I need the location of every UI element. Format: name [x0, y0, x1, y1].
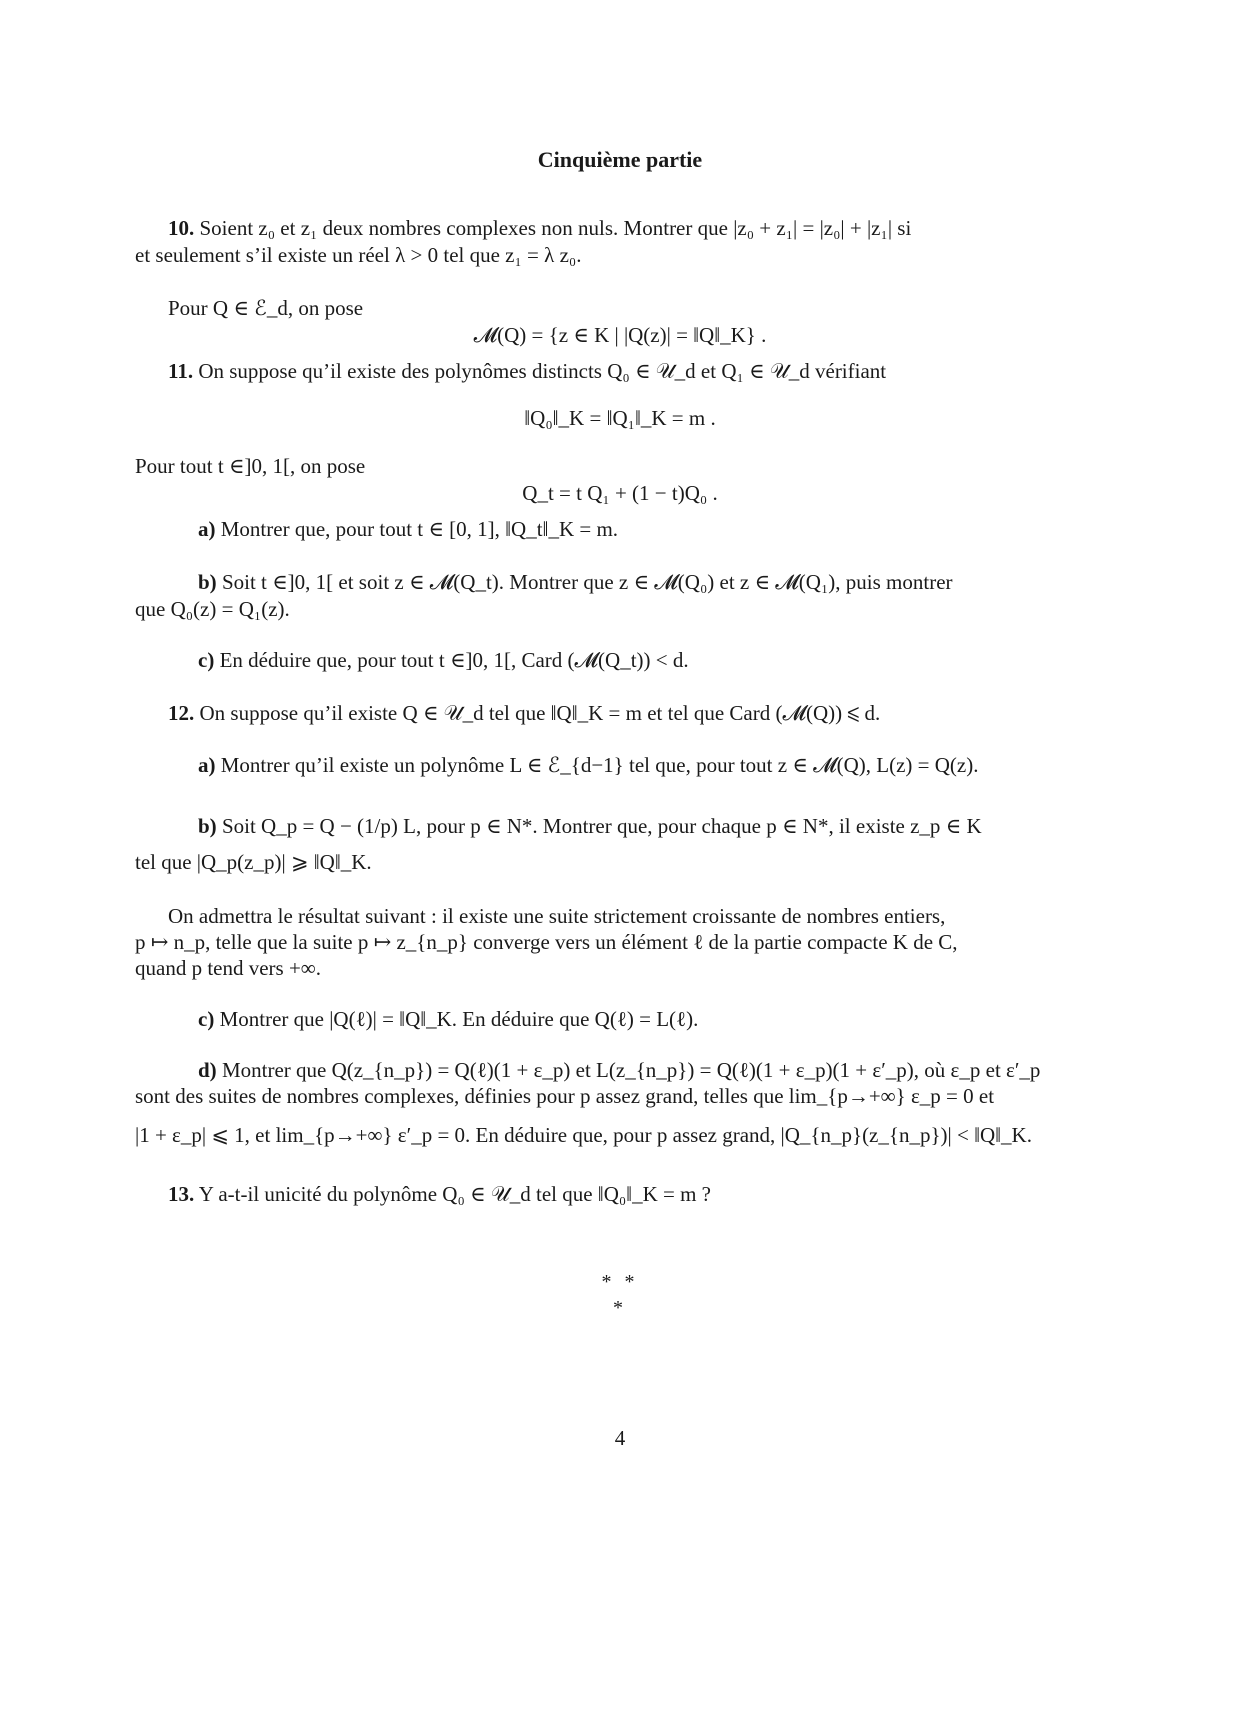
q11-formula-2: Q_t = t Q₁ + (1 − t)Q₀ . — [522, 481, 718, 505]
page-number: 4 — [614, 1426, 626, 1450]
admitted-line-3: quand p tend vers +∞. — [135, 956, 322, 980]
q12d-line-2: sont des suites de nombres complexes, définies pour p assez grand, telles que lim_{p→+∞} ε_p = 0 et — [135, 1084, 995, 1108]
q12d-line-3: |1 + ε_p| ⩽ 1, et lim_{p→+∞} ε′_p = 0. En déduire que, pour p assez grand, |Q_{n_p}(z_{n_p})| < ‖Q‖_K. — [135, 1123, 1032, 1147]
q10-line-1: 10. Soient z₀ et z₁ deux nombres complexes non nuls. Montrer que |z₀ + z₁| = |z₀| + |z₁| si — [168, 216, 912, 240]
q11-line-1: 11. On suppose qu’il existe des polynômes distincts Q₀ ∈ 𝒰_d et Q₁ ∈ 𝒰_d vérifiant — [168, 359, 887, 383]
definition-line-1: Pour Q ∈ ℰ_d, on pose — [168, 296, 364, 320]
end-stars-top: * * — [601, 1271, 639, 1293]
admitted-line-2: p ↦ n_p, telle que la suite p ↦ z_{n_p} converge vers un élément ℓ de la partie compacte K de C, — [135, 930, 958, 954]
q10-line-2: et seulement s’il existe un réel λ > 0 tel que z₁ = λ z₀. — [135, 243, 582, 267]
q11-line-3: Pour tout t ∈]0, 1[, on pose — [135, 454, 366, 478]
definition-formula: 𝓜(Q) = {z ∈ K | |Q(z)| = ‖Q‖_K} . — [473, 323, 767, 347]
admitted-line-1: On admettra le résultat suivant : il existe une suite strictement croissante de nombres entiers, — [168, 904, 946, 928]
q11b-line-1: b) Soit t ∈]0, 1[ et soit z ∈ 𝓜(Q_t). Montrer que z ∈ 𝓜(Q₀) et z ∈ 𝓜(Q₁), puis montrer — [198, 570, 953, 594]
q12c: c) Montrer que |Q(ℓ)| = ‖Q‖_K. En déduire que Q(ℓ) = L(ℓ). — [198, 1007, 699, 1031]
q12a: a) Montrer qu’il existe un polynôme L ∈ ℰ_{d−1} tel que, pour tout z ∈ 𝓜(Q), L(z) = Q(z). — [198, 753, 979, 777]
q11a: a) Montrer que, pour tout t ∈ [0, 1], ‖Q_t‖_K = m. — [198, 517, 619, 541]
section-title: Cinquième partie — [537, 147, 703, 172]
q12d-line-1: d) Montrer que Q(z_{n_p}) = Q(ℓ)(1 + ε_p) et L(z_{n_p}) = Q(ℓ)(1 + ε_p)(1 + ε′_p), où ε_p et ε′_p — [198, 1058, 1041, 1082]
q11b-line-2: que Q₀(z) = Q₁(z). — [135, 597, 290, 621]
q12b-line-2: tel que |Q_p(z_p)| ⩾ ‖Q‖_K. — [135, 850, 372, 874]
q11-formula-1: ‖Q₀‖_K = ‖Q₁‖_K = m . — [524, 406, 716, 430]
end-stars-bottom: * — [613, 1297, 627, 1319]
q12-line-1: 12. On suppose qu’il existe Q ∈ 𝒰_d tel que ‖Q‖_K = m et tel que Card (𝓜(Q)) ⩽ d. — [168, 701, 881, 725]
q13: 13. Y a-t-il unicité du polynôme Q₀ ∈ 𝒰_d tel que ‖Q₀‖_K = m ? — [168, 1182, 711, 1206]
q12b-line-1: b) Soit Q_p = Q − (1/p) L, pour p ∈ N*. Montrer que, pour chaque p ∈ N*, il existe z_p ∈ K — [198, 814, 982, 838]
q11c: c) En déduire que, pour tout t ∈]0, 1[, Card (𝓜(Q_t)) < d. — [198, 648, 689, 672]
